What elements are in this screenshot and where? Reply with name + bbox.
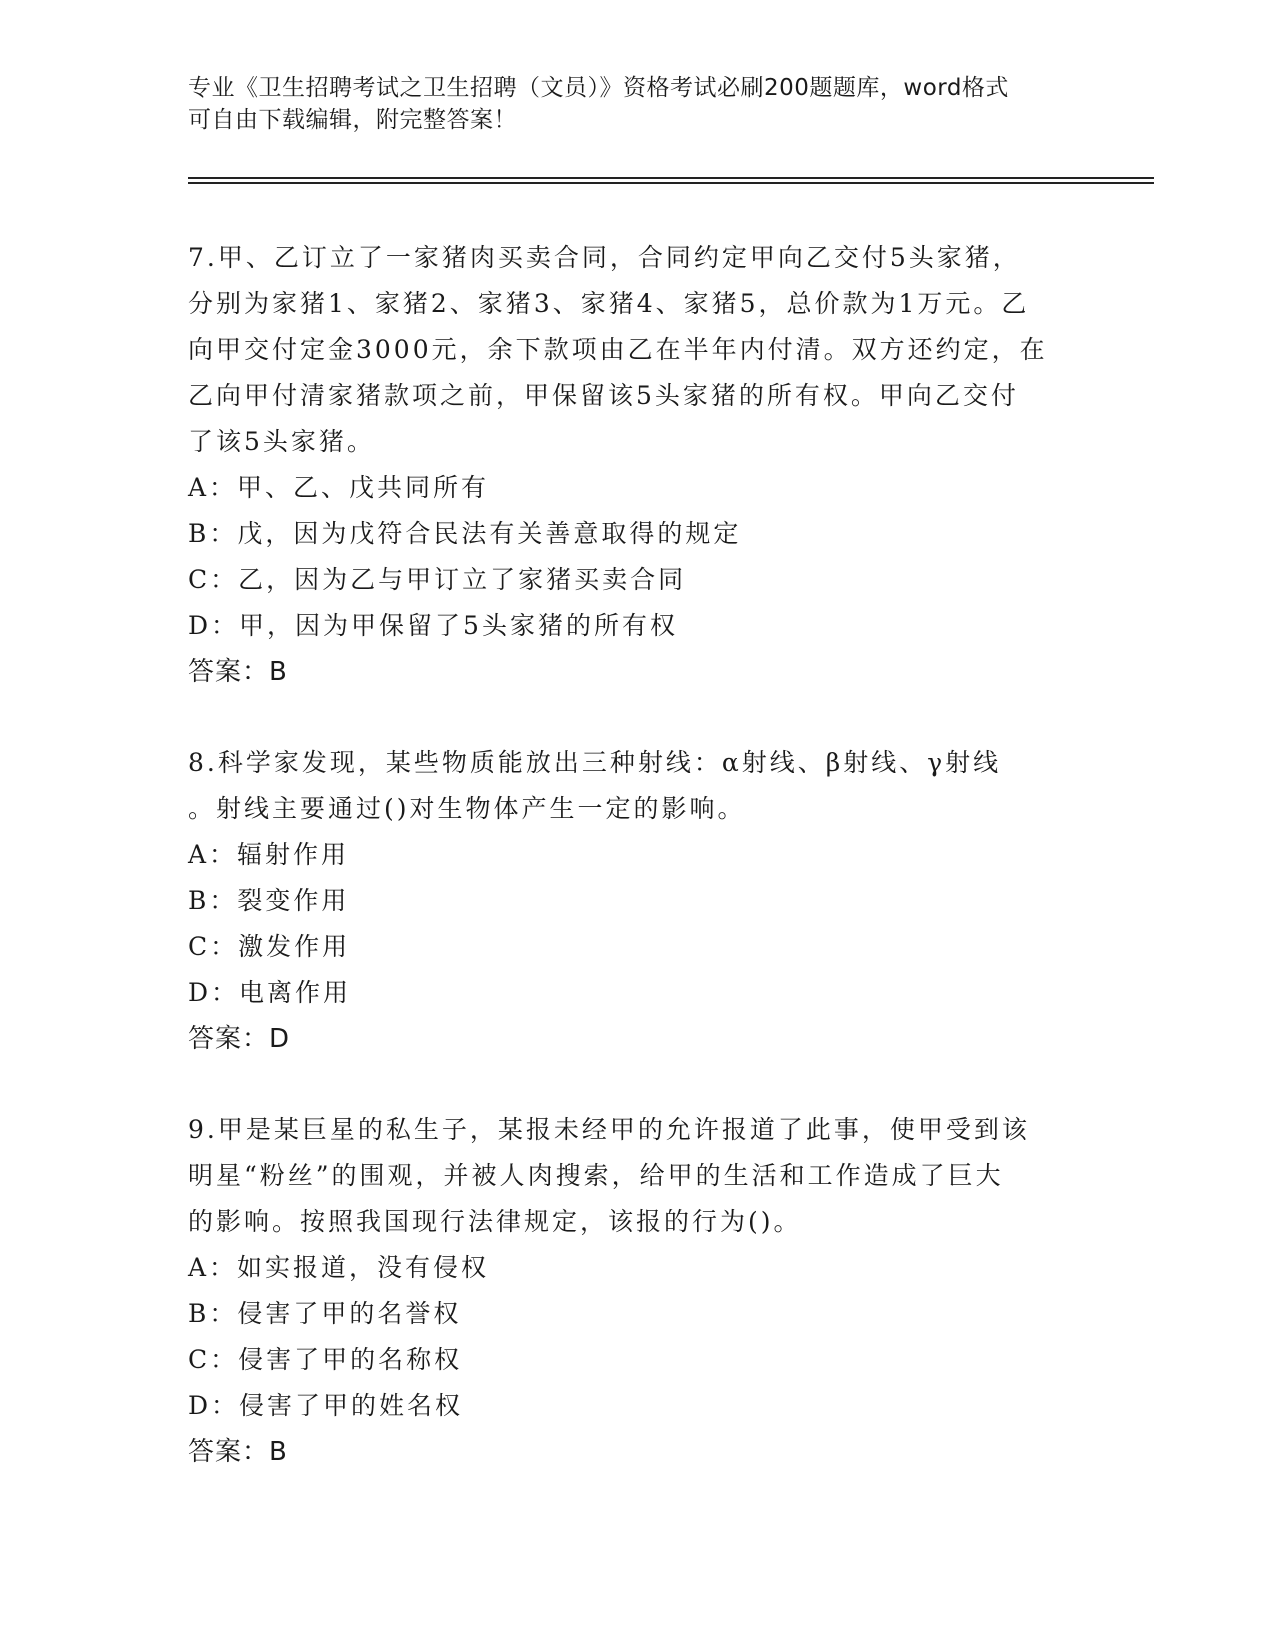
question-text-line: 向甲交付定金3000元，余下款项由乙在半年内付清。双方还约定，在: [188, 335, 1048, 364]
option-d: D：侵害了甲的姓名权: [188, 1391, 464, 1420]
option-c: C：侵害了甲的名称权: [188, 1345, 463, 1374]
question-text-line: 明星“粉丝”的围观，并被人肉搜索，给甲的生活和工作造成了巨大: [188, 1161, 1004, 1190]
option-b: B：裂变作用: [188, 886, 350, 915]
question-text-line: 。射线主要通过()对生物体产生一定的影响。: [188, 794, 746, 823]
option-c: C：激发作用: [188, 932, 351, 961]
option-d: D：甲，因为甲保留了5头家猪的所有权: [188, 611, 678, 640]
answer-label: 答案：B: [188, 657, 288, 687]
answer-label: 答案：B: [188, 1437, 288, 1467]
question-text-line: 分别为家猪1、家猪2、家猪3、家猪4、家猪5，总价款为1万元。乙: [188, 289, 1030, 318]
option-a: A：辐射作用: [188, 840, 350, 869]
option-b: B：侵害了甲的名誉权: [188, 1299, 462, 1328]
question-text-line: 9.甲是某巨星的私生子，某报未经甲的允许报道了此事，使甲受到该: [188, 1115, 1030, 1144]
option-d: D：电离作用: [188, 978, 352, 1007]
question-8: [188, 740, 1088, 1062]
option-a: A：如实报道，没有侵权: [188, 1253, 490, 1282]
header-line-1: 专业《卫生招聘考试之卫生招聘（文员）》资格考试必刷200题题库，word格式: [188, 75, 1009, 101]
header-divider-bottom: [188, 182, 1154, 184]
option-c: C：乙，因为乙与甲订立了家猪买卖合同: [188, 565, 687, 594]
document-header: [188, 72, 1068, 136]
option-a: A：甲、乙、戊共同所有: [188, 473, 490, 502]
header-line-2: 可自由下载编辑，附完整答案！: [188, 107, 517, 133]
question-7: [188, 235, 1088, 695]
question-text-line: 的影响。按照我国现行法律规定，该报的行为()。: [188, 1207, 802, 1236]
option-b: B：戊，因为戊符合民法有关善意取得的规定: [188, 519, 742, 548]
question-text-line: 了该5头家猪。: [188, 427, 375, 456]
question-text-line: 乙向甲付清家猪款项之前，甲保留该5头家猪的所有权。甲向乙交付: [188, 381, 1019, 410]
question-text-line: 7.甲、乙订立了一家猪肉买卖合同，合同约定甲向乙交付5头家猪，: [188, 243, 1021, 272]
header-divider-top: [188, 177, 1154, 179]
question-text-line: 8.科学家发现，某些物质能放出三种射线：α射线、β射线、γ射线: [188, 748, 1002, 777]
question-9: [188, 1107, 1088, 1475]
answer-label: 答案：D: [188, 1024, 291, 1054]
